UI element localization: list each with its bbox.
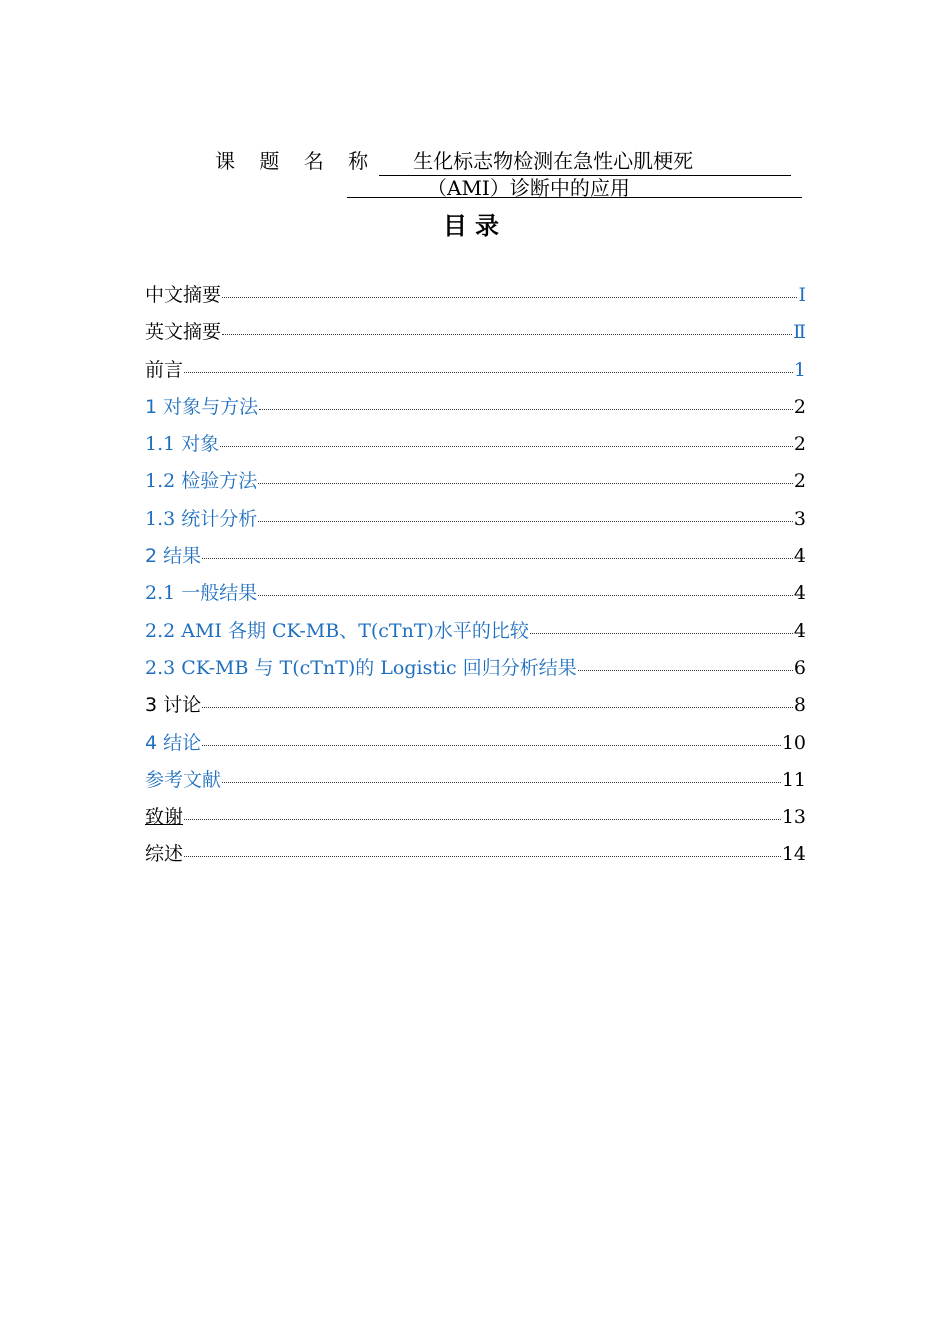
toc-entry[interactable]: [145, 504, 806, 541]
toc-entry-label[interactable]: 3 讨论: [145, 694, 202, 717]
toc-heading: 目录: [443, 212, 507, 240]
toc-entry-label[interactable]: 1 对象与方法: [145, 395, 259, 418]
toc-entry[interactable]: [145, 653, 806, 690]
title-label: 课 题 名 称: [215, 149, 378, 173]
toc-dot-leader: [184, 819, 781, 820]
toc-entry[interactable]: [145, 728, 806, 765]
toc-entry-label[interactable]: 中文摘要: [145, 284, 222, 306]
toc-dot-leader: [530, 633, 793, 634]
toc-entry-label[interactable]: 参考文献: [145, 768, 222, 791]
toc-entry-page-number[interactable]: 3: [793, 507, 806, 530]
toc-dot-leader: [578, 670, 793, 671]
toc-entry-label[interactable]: 2 结果: [145, 545, 202, 568]
toc-entry-page-number[interactable]: 1: [793, 358, 806, 381]
toc-dot-leader: [202, 745, 781, 746]
toc-entry-label[interactable]: 1.2 检验方法: [145, 470, 258, 493]
toc-entry-page-number[interactable]: 6: [793, 656, 806, 679]
toc-entry[interactable]: [145, 578, 806, 615]
toc-dot-leader: [202, 558, 793, 559]
toc-entry-label[interactable]: 2.2 AMI 各期 CK-MB、T(cTnT)水平的比较: [145, 619, 529, 642]
title-text-line2: （AMI）诊断中的应用: [347, 172, 802, 198]
toc-entry-label[interactable]: 1.1 对象: [145, 433, 220, 456]
toc-entry[interactable]: [145, 802, 806, 839]
toc-entry-label[interactable]: 前言: [145, 358, 184, 381]
toc-entry-label[interactable]: 致谢: [145, 806, 184, 829]
toc-entry-page-number[interactable]: 13: [781, 806, 806, 829]
toc-dot-leader: [258, 483, 793, 484]
toc-entry-label[interactable]: 1.3 统计分析: [145, 507, 258, 530]
toc-entry[interactable]: [145, 839, 806, 876]
toc-entry-page-number[interactable]: 2: [793, 470, 806, 493]
toc-entry-page-number[interactable]: 14: [781, 843, 806, 866]
toc-entry-label[interactable]: 2.3 CK-MB 与 T(cTnT)的 Logistic 回归分析结果: [145, 656, 577, 679]
toc-entry-label[interactable]: 综述: [145, 843, 184, 866]
toc-entry[interactable]: [145, 616, 806, 653]
toc-entry-page-number[interactable]: 10: [781, 731, 806, 754]
toc-entry[interactable]: [145, 280, 806, 317]
toc-entry-page-number[interactable]: 2: [793, 433, 806, 456]
toc-dot-leader: [184, 372, 793, 373]
toc-dot-leader: [259, 409, 793, 410]
toc-entry[interactable]: [145, 392, 806, 429]
toc-entry[interactable]: [145, 429, 806, 466]
title-text-line1: 生化标志物检测在急性心肌梗死: [379, 145, 791, 176]
toc-entry-page-number[interactable]: 4: [793, 582, 806, 605]
toc-entry-page-number[interactable]: 8: [793, 694, 806, 717]
toc-entry-page-number[interactable]: I: [798, 284, 806, 306]
toc-dot-leader: [222, 297, 797, 298]
toc-entry-label[interactable]: 4 结论: [145, 731, 202, 754]
table-of-contents: [145, 280, 806, 877]
toc-entry-page-number[interactable]: Ⅱ: [793, 321, 806, 344]
toc-entry[interactable]: [145, 317, 806, 354]
toc-entry-page-number[interactable]: 4: [793, 545, 806, 568]
toc-dot-leader: [258, 595, 793, 596]
toc-dot-leader: [222, 782, 781, 783]
toc-entry[interactable]: [145, 355, 806, 392]
toc-dot-leader: [222, 334, 792, 335]
toc-entry[interactable]: [145, 765, 806, 802]
toc-entry-page-number[interactable]: 4: [793, 619, 806, 642]
toc-entry-page-number[interactable]: 11: [781, 768, 806, 791]
toc-dot-leader: [184, 856, 781, 857]
toc-dot-leader: [220, 446, 793, 447]
toc-dot-leader: [202, 707, 793, 708]
toc-entry[interactable]: [145, 466, 806, 503]
toc-entry[interactable]: [145, 541, 806, 578]
toc-entry-label[interactable]: 2.1 一般结果: [145, 582, 258, 605]
toc-entry-page-number[interactable]: 2: [793, 395, 806, 418]
toc-entry-label[interactable]: 英文摘要: [145, 321, 222, 344]
toc-dot-leader: [258, 521, 793, 522]
toc-entry[interactable]: [145, 690, 806, 727]
